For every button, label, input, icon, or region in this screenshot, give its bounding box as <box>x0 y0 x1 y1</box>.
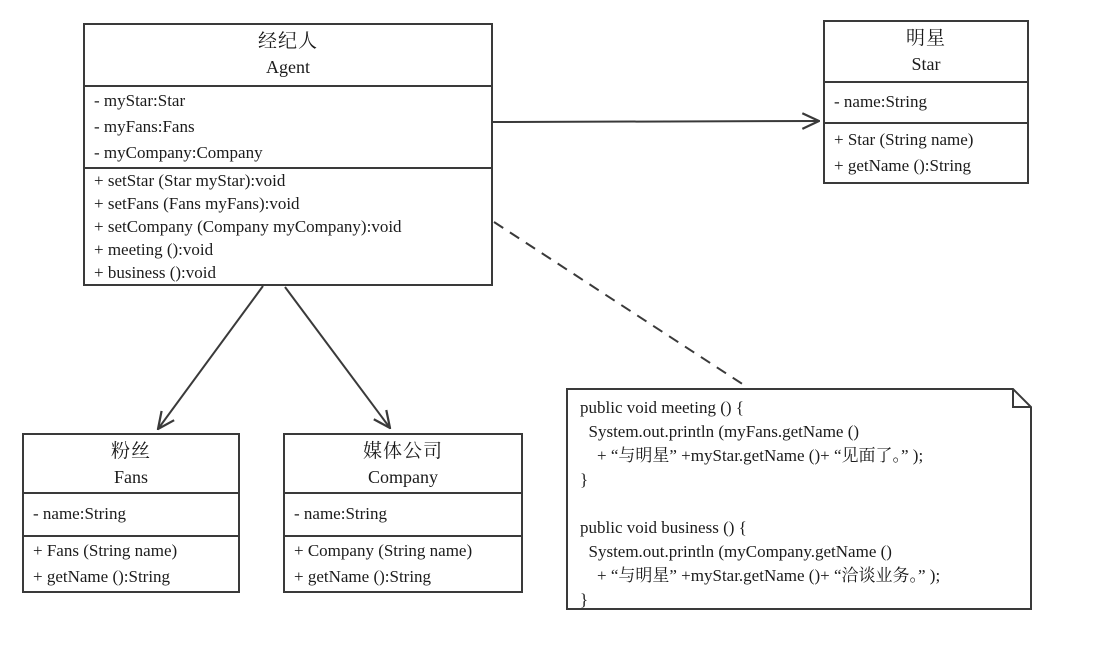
method-row: + getName ():String <box>33 567 171 586</box>
class-agent-attributes <box>85 85 491 167</box>
association-agent-star <box>493 121 819 122</box>
method-row: + Star (String name) <box>834 130 974 149</box>
class-company-name-en: Company <box>368 467 438 487</box>
class-agent-title <box>85 25 491 85</box>
attribute-row: - name:String <box>834 92 928 111</box>
code-line: + “与明星” +myStar.getName ()+ “见面了。” ); <box>580 446 924 465</box>
attribute-row: - myStar:Star <box>94 91 186 110</box>
class-star-methods <box>825 122 1027 182</box>
method-row: + getName ():String <box>834 156 972 175</box>
code-line: public void business () { <box>580 518 747 537</box>
method-row: + Fans (String name) <box>33 541 178 560</box>
attribute-row: - myFans:Fans <box>94 117 195 136</box>
method-row: + business ():void <box>94 263 216 282</box>
class-agent-name-en: Agent <box>266 57 310 77</box>
code-line: System.out.println (myCompany.getName () <box>580 542 892 561</box>
note-code <box>566 388 1032 610</box>
code-line: } <box>580 470 589 489</box>
class-fans-name-zh: 粉丝 <box>110 441 151 462</box>
method-row: + meeting ():void <box>94 240 214 259</box>
class-company-title <box>285 435 521 492</box>
class-star-title <box>825 22 1027 81</box>
class-fans-name-en: Fans <box>113 467 148 487</box>
class-fans-title <box>24 435 238 492</box>
class-company <box>283 433 523 593</box>
class-agent-methods <box>85 167 491 284</box>
class-fans-methods <box>24 535 238 591</box>
class-fans <box>22 433 240 593</box>
code-line: + “与明星” +myStar.getName ()+ “洽谈业务。” ); <box>580 566 941 585</box>
class-agent-name-zh: 经纪人 <box>257 31 318 52</box>
method-row: + setStar (Star myStar):void <box>94 171 286 190</box>
code-line <box>580 492 1022 516</box>
class-star-name-zh: 明星 <box>905 28 946 49</box>
class-company-name-zh: 媒体公司 <box>362 441 443 462</box>
class-star <box>823 20 1029 184</box>
method-row: + setFans (Fans myFans):void <box>94 194 300 213</box>
class-star-attributes <box>825 81 1027 122</box>
code-line: public void meeting () { <box>580 398 744 417</box>
attribute-row: - myCompany:Company <box>94 143 263 162</box>
class-company-methods <box>285 535 521 591</box>
code-line: } <box>580 590 589 609</box>
class-agent <box>83 23 493 286</box>
method-row: + setCompany (Company myCompany):void <box>94 217 402 236</box>
association-agent-fans <box>158 286 263 429</box>
method-row: + Company (String name) <box>294 541 473 560</box>
code-line: System.out.println (myFans.getName () <box>580 422 860 441</box>
code-note <box>566 388 1032 610</box>
association-agent-company <box>285 287 390 428</box>
note-anchor-line <box>494 222 747 387</box>
class-fans-attributes <box>24 492 238 535</box>
class-company-attributes <box>285 492 521 535</box>
class-star-name-en: Star <box>911 54 941 74</box>
attribute-row: - name:String <box>33 504 127 523</box>
attribute-row: - name:String <box>294 504 388 523</box>
method-row: + getName ():String <box>294 567 432 586</box>
